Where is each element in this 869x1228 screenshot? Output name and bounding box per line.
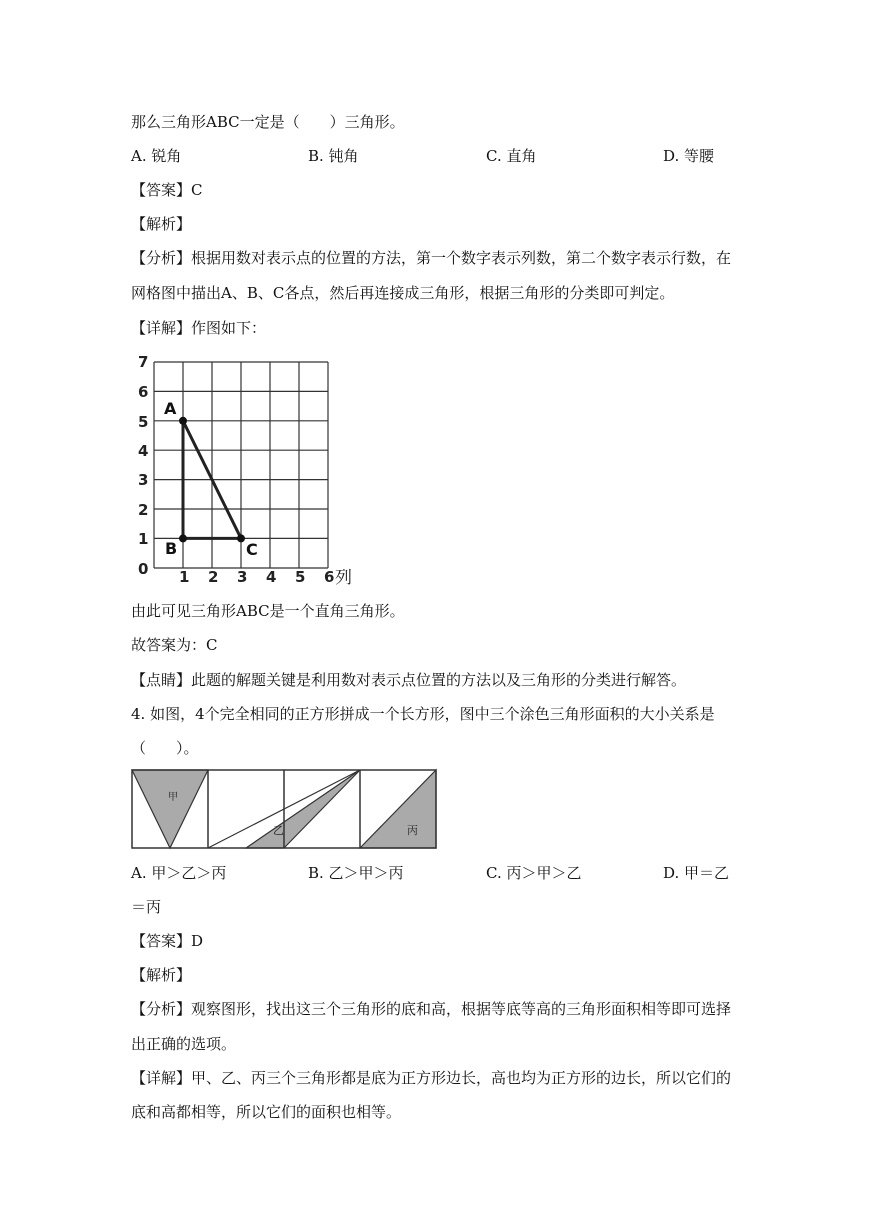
point-c-dot xyxy=(237,534,245,542)
q4-fenxi-line-1: 【分析】观察图形，找出这三个三角形的底和高，根据等底等高的三角形面积相等即可选择 xyxy=(131,1000,732,1018)
q3-conclusion: 由此可见三角形ABC是一个直角三角形。 xyxy=(131,602,405,620)
q3-option-d[interactable]: D. 等腰 xyxy=(663,147,715,165)
q4-option-c[interactable]: C. 丙＞甲＞乙 xyxy=(486,864,582,882)
q3-option-a[interactable]: A. 锐角 xyxy=(131,147,182,165)
point-a-dot xyxy=(179,417,187,425)
x-axis-col-label: 列 xyxy=(335,568,352,588)
label-point-a: A xyxy=(164,399,177,418)
q4-jiexi-heading: 【解析】 xyxy=(131,966,192,984)
squares-figure xyxy=(131,768,441,854)
q3-option-c[interactable]: C. 直角 xyxy=(486,147,537,165)
q3-final-answer: 故答案为：C xyxy=(131,636,218,654)
label-point-c: C xyxy=(246,540,258,559)
x-tick-4: 4 xyxy=(266,568,277,586)
q4-stem-line-1: 4. 如图，4个完全相同的正方形拼成一个长方形，图中三个涂色三角形面积的大小关系是 xyxy=(131,705,715,723)
y-tick-4: 4 xyxy=(138,442,149,460)
q4-option-b[interactable]: B. 乙＞甲＞丙 xyxy=(308,864,404,882)
x-tick-2: 2 xyxy=(208,568,219,586)
y-tick-0: 0 xyxy=(138,560,149,578)
q3-stem: 那么三角形ABC一定是（ ）三角形。 xyxy=(131,113,405,131)
coordinate-grid-svg xyxy=(128,348,368,588)
x-tick-6: 6 xyxy=(324,568,335,586)
triangle-yi xyxy=(246,770,360,848)
x-tick-5: 5 xyxy=(295,568,306,586)
label-yi: 乙 xyxy=(273,824,284,837)
x-tick-1: 1 xyxy=(179,568,190,586)
q4-option-a[interactable]: A. 甲＞乙＞丙 xyxy=(131,864,227,882)
q3-dianjing: 【点睛】此题的解题关键是利用数对表示点位置的方法以及三角形的分类进行解答。 xyxy=(131,671,687,689)
label-point-b: B xyxy=(165,539,178,558)
x-tick-3: 3 xyxy=(237,568,248,586)
label-jia: 甲 xyxy=(168,792,178,803)
y-tick-6: 6 xyxy=(138,383,149,401)
coordinate-grid-figure xyxy=(128,348,368,592)
q3-answer: 【答案】C xyxy=(131,181,203,199)
y-tick-5: 5 xyxy=(138,413,149,431)
triangle-jia xyxy=(132,770,208,848)
q4-xiangjie-line-1: 【详解】甲、乙、丙三个三角形都是底为正方形边长，高也均为正方形的边长，所以它们的 xyxy=(131,1069,732,1087)
y-tick-7: 7 xyxy=(138,353,149,371)
q4-option-d[interactable]: D. 甲＝乙 xyxy=(663,864,730,882)
label-bing: 丙 xyxy=(407,824,418,837)
point-b-dot xyxy=(179,534,187,542)
squares-svg xyxy=(131,768,441,850)
q4-stem-line-2: （ ）。 xyxy=(131,739,199,757)
q3-jiexi-heading: 【解析】 xyxy=(131,215,192,233)
q4-xiangjie-line-2: 底和高都相等，所以它们的面积也相等。 xyxy=(131,1103,402,1121)
y-tick-2: 2 xyxy=(138,501,149,519)
triangle-bing xyxy=(360,770,436,848)
q3-option-b[interactable]: B. 钝角 xyxy=(308,147,359,165)
q4-option-d-continued: ＝丙 xyxy=(131,898,162,916)
q4-fenxi-line-2: 出正确的选项。 xyxy=(131,1035,237,1053)
q3-xiangjie: 【详解】作图如下： xyxy=(131,319,267,337)
y-tick-3: 3 xyxy=(138,471,149,489)
y-tick-1: 1 xyxy=(138,530,149,548)
q4-answer: 【答案】D xyxy=(131,932,204,950)
q3-fenxi-line-2: 网格图中描出A、B、C各点，然后再连接成三角形，根据三角形的分类即可判定。 xyxy=(131,284,675,302)
q3-fenxi-line-1: 【分析】根据用数对表示点的位置的方法，第一个数字表示列数，第二个数字表示行数，在 xyxy=(131,249,732,267)
